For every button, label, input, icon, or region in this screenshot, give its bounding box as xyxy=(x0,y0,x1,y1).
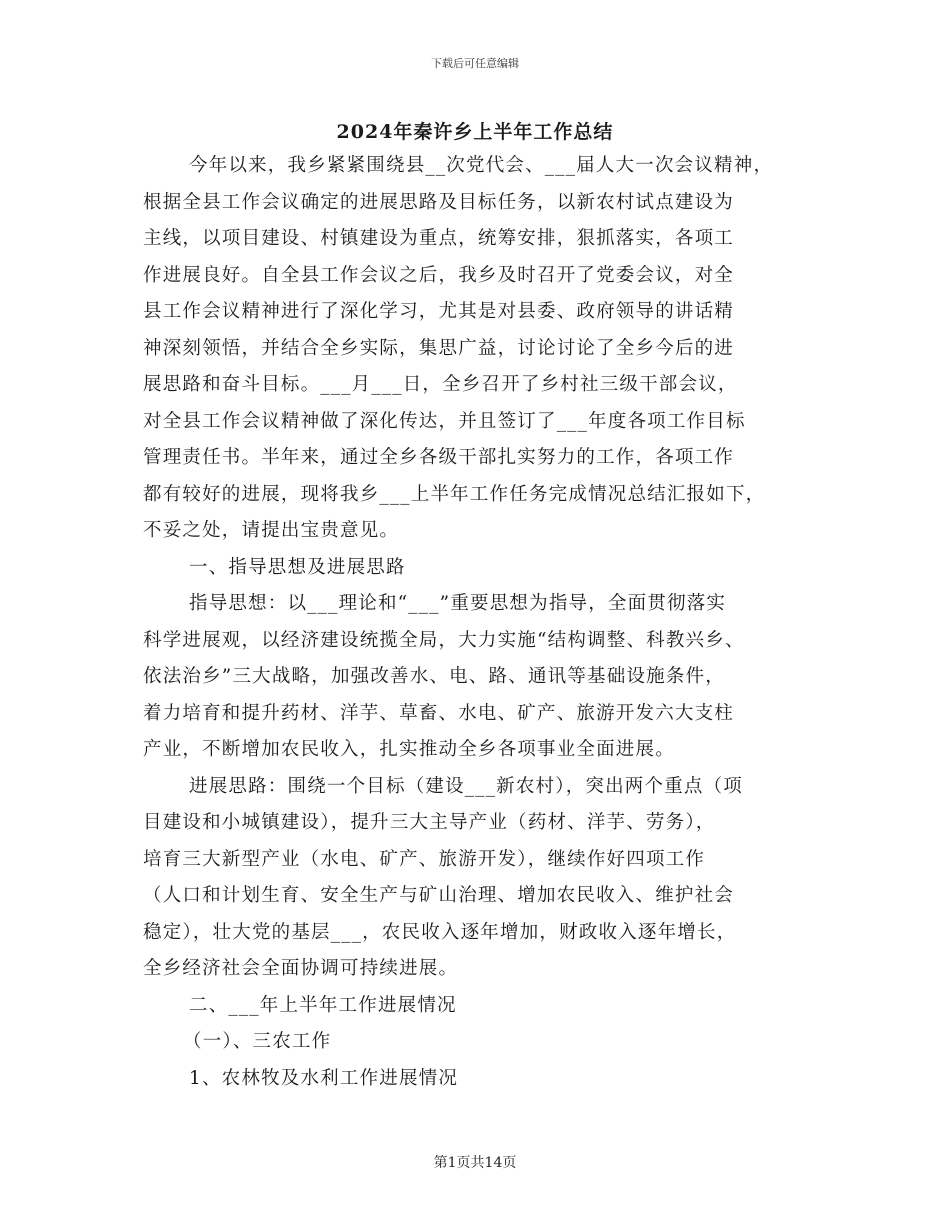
text-line: 指导思想：以___理论和“___”重要思想为指导，全面贯彻落实 xyxy=(189,593,727,614)
text-line: （人口和计划生育、安全生产与矿山治理、增加农民收入、维护社会 xyxy=(143,885,735,906)
text-line: 二、___年上半年工作进展情况 xyxy=(189,994,457,1016)
text-line: 依法治乡”三大战略，加强改善水、电、路、通讯等基础设施条件， xyxy=(143,666,725,687)
text-line: 对全县工作会议精神做了深化传达，并且签订了___年度各项工作目标 xyxy=(143,410,746,432)
text-line: 着力培育和提升药材、洋芋、草畜、水电、矿产、旅游开发六大支柱 xyxy=(143,702,735,724)
text-line: 展思路和奋斗目标。___月___日，全乡召开了乡村社三级干部会议， xyxy=(143,374,738,395)
text-line: 进展思路：围绕一个目标（建设___新农村），突出两个重点（项 xyxy=(189,775,744,797)
text-line: 今年以来，我乡紧紧围绕县__次党代会、___届人大一次会议精神， xyxy=(189,155,774,176)
document-title: 2024年秦许乡上半年工作总结 xyxy=(336,121,614,143)
text-line: 目建设和小城镇建设），提升三大主导产业（药材、洋芋、劳务）， xyxy=(143,812,716,833)
text-line: 管理责任书。半年来，通过全乡各级干部扎实努力的工作，各项工作 xyxy=(143,447,735,468)
text-line: 都有较好的进展，现将我乡___上半年工作任务完成情况总结汇报如下， xyxy=(143,483,766,505)
text-line: 作进展良好。自全县工作会议之后，我乡及时召开了党委会议，对全 xyxy=(143,264,735,286)
document-body xyxy=(143,148,843,1097)
text-line: 神深刻领悟，并结合全乡实际，集思广益，讨论讨论了全乡今后的进 xyxy=(143,337,735,359)
text-line: 全乡经济社会全面协调可持续进展。 xyxy=(143,958,459,979)
text-line: 主线，以项目建设、村镇建设为重点，统筹安排，狠抓落实，各项工 xyxy=(143,228,735,249)
text-line: 不妥之处，请提出宝贵意见。 xyxy=(143,520,400,541)
page-header-note: 下载后可任意编辑 xyxy=(431,57,519,70)
text-line: （一）、三农工作 xyxy=(183,1031,332,1052)
text-line: 产业，不断增加农民收入，扎实推动全乡各项事业全面进展。 xyxy=(143,739,675,760)
text-line: 县工作会议精神进行了深化学习，尤其是对县委、政府领导的讲话精 xyxy=(143,301,735,322)
text-line: 稳定），壮大党的基层___，农民收入逐年增加，财政收入逐年增长， xyxy=(143,921,737,943)
text-line: 科学进展观，以经济建设统揽全局，大力实施“结构调整、科教兴乡、 xyxy=(143,629,745,651)
text-line: 根据全县工作会议确定的进展思路及目标任务，以新农村试点建设为 xyxy=(143,191,735,213)
text-line: 培育三大新型产业（水电、矿产、旅游开发），继续作好四项工作 xyxy=(143,848,706,870)
text-line: 1、农林牧及水利工作进展情况 xyxy=(189,1067,459,1089)
page-footer: 第1页共14页 xyxy=(433,1155,517,1171)
text-line: 一、指导思想及进展思路 xyxy=(189,556,406,578)
